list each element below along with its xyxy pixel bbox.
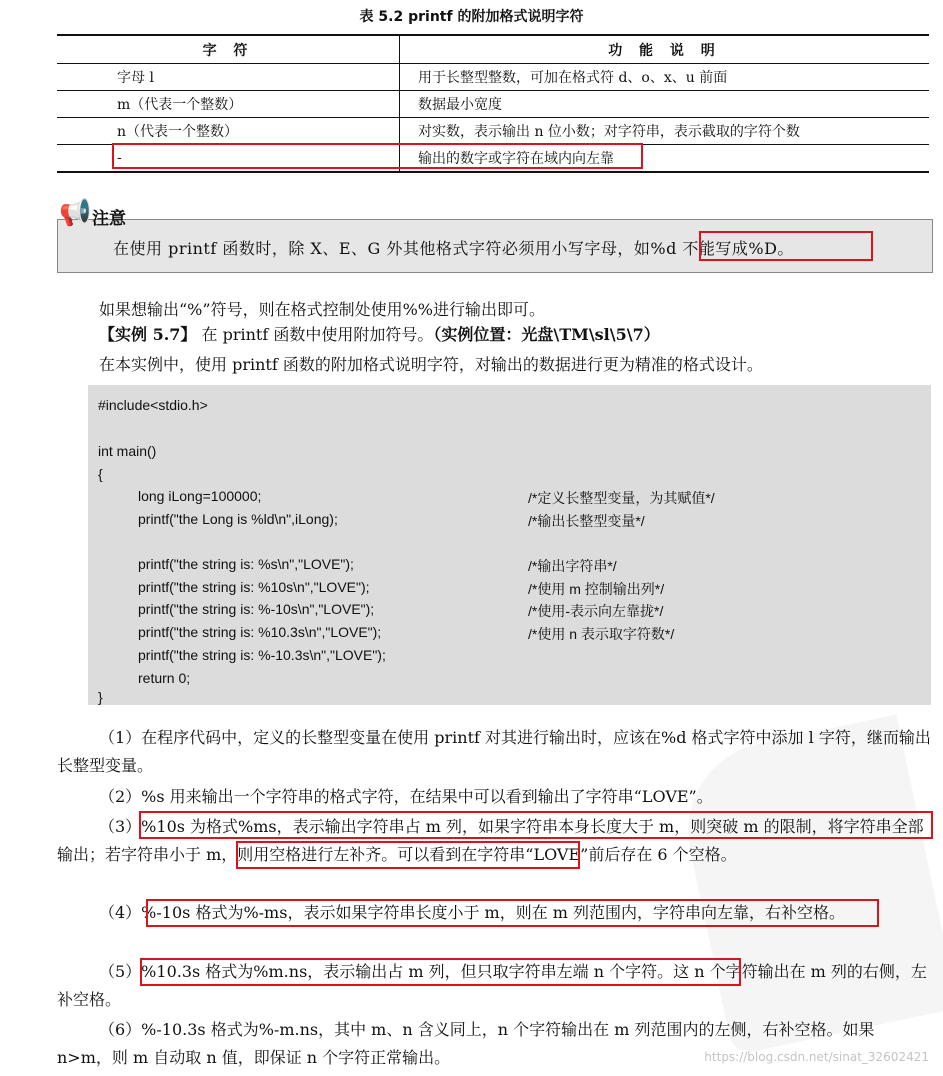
code-comment: /*输出字符串*/ (528, 558, 617, 574)
example-heading (99, 322, 660, 345)
table-row (57, 91, 929, 118)
paragraph-6: （6）%-10.3s 格式为%-m.ns，其中 m、n 含义同上，n 个字符输出在 m 列范围内的左侧，右补空格。如果 n>m，则 m 自动取 n 值，即保证 n 个字符正常输出。 (57, 1020, 875, 1067)
table-header-desc: 功 能 说 明 (400, 35, 930, 64)
code-line: printf("the string is: %s\n","LOVE"); (138, 556, 354, 572)
paragraph-5: （5）%10.3s 格式为%m.ns，表示输出占 m 列，但只取字符串左端 n 个字符。这 n 个字符输出在 m 列的右侧，左补空格。 (57, 962, 927, 1009)
highlight-box-p3b (236, 841, 580, 869)
code-line: #include<stdio.h> (98, 397, 208, 413)
code-line: long iLong=100000; (138, 488, 262, 504)
paragraph-1: （1）在程序代码中，定义的长整型变量在使用 printf 对其进行输出时，应该在%d 格式字符中添加 l 字符，继而输出长整型变量。 (57, 728, 931, 775)
example-location: （实例位置：光盘\TM\sl\5\7） (433, 325, 660, 344)
intro-line: 如果想输出“%”符号，则在格式控制处使用%%进行输出即可。 (99, 300, 545, 319)
table-cell: 输出的数字或字符在域内向左靠 (400, 145, 930, 173)
example-label: 【实例 5.7】 (99, 325, 197, 344)
code-line: return 0; (138, 670, 191, 686)
table-row (57, 118, 929, 145)
code-comment: /*使用-表示向左靠拢*/ (528, 603, 664, 619)
table-cell: m（代表一个整数） (57, 91, 400, 118)
highlight-box-p4 (146, 899, 879, 927)
paragraph-2: （2）%s 用来输出一个字符串的格式字符，在结果中可以看到输出了字符串“LOVE”。 (99, 787, 713, 806)
table-cell: 对实数，表示输出 n 位小数；对字符串，表示截取的字符个数 (400, 118, 930, 145)
code-line: int main() (98, 443, 157, 459)
table-caption: 表 5.2 printf 的附加格式说明字符 (359, 9, 584, 25)
code-comment: /*使用 n 表示取字符数*/ (528, 626, 675, 642)
code-comment: /*输出长整型变量*/ (528, 513, 645, 529)
code-comment: /*定义长整型变量，为其赋值*/ (528, 490, 715, 506)
code-line: printf("the string is: %10s\n","LOVE"); (138, 579, 370, 595)
note-title: 注意 (92, 209, 126, 229)
table-row (57, 64, 929, 91)
paragraph-4: （4）%-10s 格式为%-ms，表示如果字符串长度小于 m，则在 m 列范围内，字符串向左靠，右补空格。 (99, 903, 846, 922)
highlight-box-note (699, 231, 873, 261)
table-cell: 数据最小宽度 (400, 91, 930, 118)
table-cell: - (57, 145, 400, 173)
table-cell: 字母 l (57, 64, 400, 91)
example-desc: 在本实例中，使用 printf 函数的附加格式说明字符，对输出的数据进行更为精准的格式设计。 (99, 355, 763, 374)
code-comment: /*使用 m 控制输出列*/ (528, 581, 665, 597)
highlight-box-p3a (139, 811, 933, 839)
table-header-char: 字 符 (57, 35, 400, 64)
code-line: printf("the Long is %ld\n",iLong); (138, 511, 338, 527)
megaphone-icon: 📢 (59, 198, 92, 228)
table-cell: n（代表一个整数） (57, 118, 400, 145)
code-line: printf("the string is: %10.3s\n","LOVE"); (138, 624, 382, 640)
highlight-box-table (112, 143, 643, 169)
paragraph-3: （3）%10s 为格式%ms，表示输出字符串占 m 列，如果字符串本身长度大于 m，则突破 m 的限制，将字符串全部输出；若字符串小于 m，则用空格进行左补齐。可以看到在字符串“LOVE”前后存在 6 个空格。 (57, 817, 924, 864)
code-line: printf("the string is: %-10s\n","LOVE"); (138, 601, 375, 617)
table-cell: 用于长整型整数，可加在格式符 d、o、x、u 前面 (400, 64, 930, 91)
code-line: printf("the string is: %-10.3s\n","LOVE"); (138, 647, 386, 663)
code-block (88, 385, 931, 705)
watermark-url: https://blog.csdn.net/sinat_32602421 (704, 1050, 929, 1064)
code-line: { (98, 466, 103, 482)
note-text: 在使用 printf 函数时，除 X、E、G 外其他格式字符必须用小写字母，如%d 不能写成%D。 (113, 239, 794, 258)
highlight-box-p5 (140, 958, 741, 986)
example-text: 在 printf 函数中使用附加符号。 (196, 325, 434, 344)
code-line: } (98, 689, 103, 705)
table-header-row (57, 35, 929, 64)
